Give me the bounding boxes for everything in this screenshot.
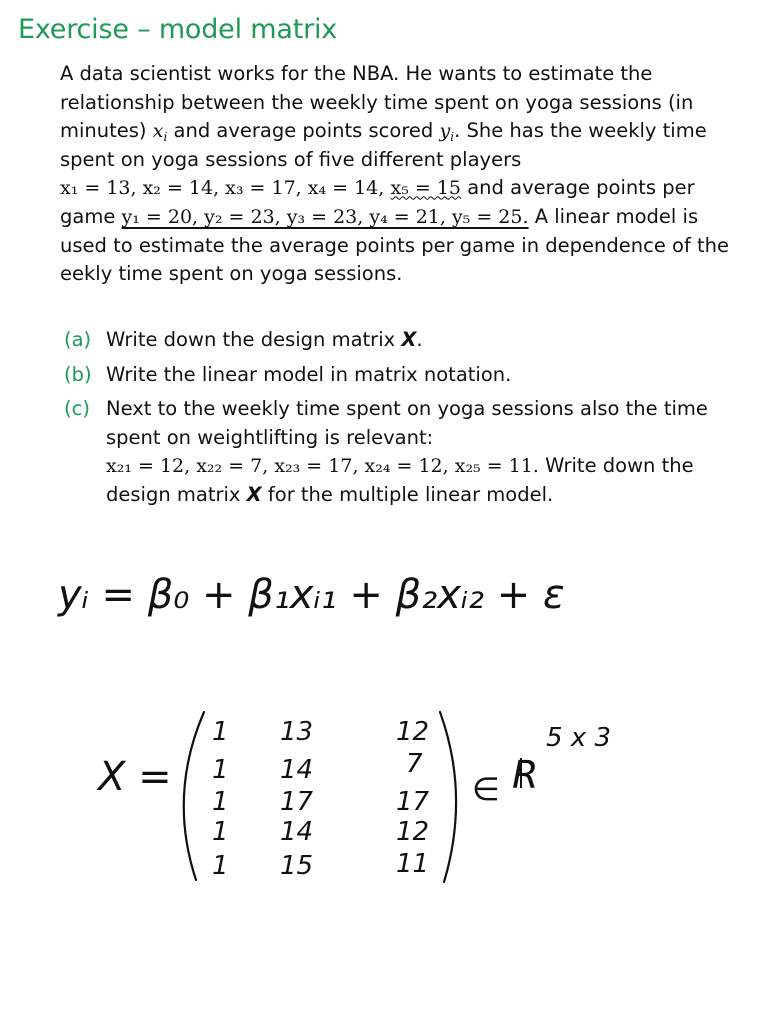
math-sub: i — [450, 130, 455, 145]
paragraph-line — [60, 89, 735, 118]
weightlifting-values-math: x₂₁ = 12, x₂₂ = 7, x₂₃ = 17, x₂₄ = 12, x₂₅ = 11. — [106, 455, 539, 478]
paragraph-line — [60, 117, 735, 146]
task-text — [106, 395, 734, 509]
paragraph-line-text: relationship between the weekly time spent on yoga sessions (in — [60, 90, 694, 114]
math-sub: i — [163, 130, 168, 145]
task-label: (b) — [64, 362, 92, 386]
matrix-cell: 12 — [396, 817, 430, 847]
matrix-dimension: 5 x 3 — [546, 723, 611, 753]
paragraph-line — [60, 260, 735, 289]
matrix-entries — [212, 717, 430, 881]
task-text-part: . — [416, 328, 423, 351]
task-text-part: Write down the — [538, 454, 694, 478]
task-text-part: for the multiple linear model. — [261, 482, 554, 506]
paragraph-line-text: spent on yoga sessions of five different players — [60, 147, 522, 171]
matrix-cell: 1 — [212, 817, 229, 847]
paragraph-text: A linear model is — [528, 204, 699, 228]
matrix-symbol: X — [246, 482, 262, 506]
math-xi — [152, 120, 168, 145]
paragraph-text: and average points scored — [167, 119, 440, 143]
matrix-cell: 13 — [280, 717, 314, 747]
paragraph-line — [60, 174, 735, 203]
matrix-lhs: X = — [98, 754, 172, 800]
task-item-c — [64, 395, 734, 509]
matrix-cell: 11 — [396, 849, 430, 879]
matrix-symbol: X — [401, 328, 417, 351]
matrix-cell: 1 — [212, 787, 229, 817]
task-label: (a) — [64, 328, 92, 351]
handwriting-canvas — [0, 540, 768, 940]
paragraph-line-text: eekly time spent on yoga sessions. — [60, 262, 403, 286]
matrix-cell: 7 — [406, 749, 423, 779]
paragraph-line-text: used to estimate the average points per game in dependence of the — [60, 233, 730, 257]
matrix-cell: 14 — [280, 817, 314, 847]
paragraph-line — [60, 232, 735, 261]
paragraph-line — [60, 60, 735, 89]
right-paren — [440, 712, 456, 882]
yoga-values-math: x₁ = 13, x₂ = 14, x₃ = 17, x₄ = 14, — [60, 177, 385, 200]
task-label: (c) — [64, 397, 90, 421]
task-item-b — [64, 361, 734, 390]
paragraph-text: minutes) — [60, 119, 153, 143]
points-values-math-underlined: y₁ = 20, y₂ = 23, y₃ = 23, y₄ = 21, y₅ = 25. — [121, 205, 529, 228]
element-of-symbol: ∈ — [472, 770, 500, 808]
handwritten-solution — [0, 540, 768, 940]
math-var: y — [439, 120, 451, 143]
x5-value-annotated: x₅ = 15 — [390, 177, 462, 200]
task-text-part: design matrix — [106, 482, 247, 506]
model-equation: yᵢ = β₀ + β₁xᵢ₁ + β₂xᵢ₂ + ε — [58, 572, 565, 618]
task-item-a — [64, 326, 734, 355]
task-text-part: Next to the weekly time spent on yoga sessions also the time — [106, 397, 708, 421]
task-text: Write the linear model in matrix notation. — [106, 362, 512, 386]
paragraph-line — [60, 146, 735, 175]
left-paren — [184, 712, 204, 880]
task-text-part: spent on weightlifting is relevant: — [106, 425, 434, 449]
paragraph-line-text: A data scientist works for the NBA. He wants to estimate the — [60, 62, 653, 85]
math-yi — [439, 120, 455, 145]
task-list — [64, 326, 734, 516]
task-text-part: Write down the design matrix — [106, 328, 402, 351]
task-text — [106, 326, 734, 355]
matrix-cell: 15 — [280, 851, 314, 881]
problem-paragraph — [60, 60, 735, 289]
paragraph-line — [60, 203, 735, 232]
matrix-cell: 12 — [396, 717, 430, 747]
matrix-cell: 1 — [212, 755, 229, 785]
paragraph-text: . She has the weekly time — [454, 119, 707, 143]
math-var: x — [152, 120, 164, 143]
matrix-cell: 17 — [280, 787, 314, 817]
real-space-symbol: R — [512, 753, 539, 797]
slide-title: Exercise – model matrix — [18, 14, 338, 45]
matrix-cell: 1 — [212, 717, 229, 747]
matrix-cell: 1 — [212, 851, 229, 881]
paragraph-text: and average points per — [461, 176, 695, 200]
matrix-cell: 17 — [396, 787, 430, 817]
paragraph-text: game — [60, 204, 122, 228]
matrix-cell: 14 — [280, 755, 314, 785]
